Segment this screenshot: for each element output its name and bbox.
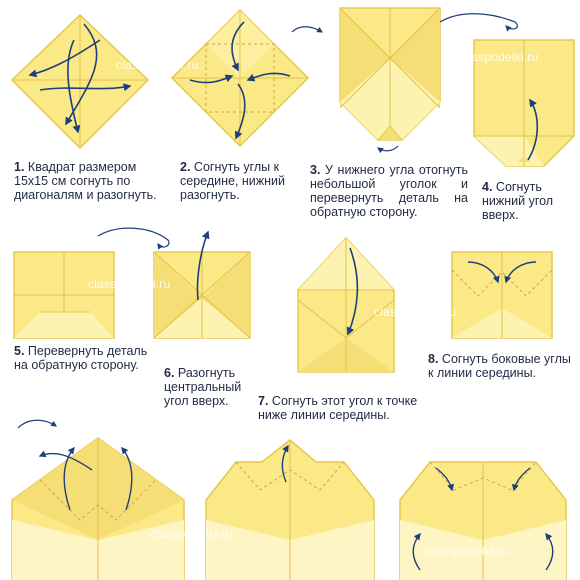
watermark: classpodelki.ru xyxy=(426,544,509,558)
step-2-caption xyxy=(180,160,292,202)
step-4-caption xyxy=(482,180,572,222)
flip-arrow-2 xyxy=(440,14,517,29)
step-5-caption xyxy=(14,344,164,372)
step-1-text: Квадрат размером 15x15 см согнуть по диагоналям и разогнуть. xyxy=(14,160,157,202)
step-5-text: Перевернуть деталь на обратную сторону. xyxy=(14,344,148,372)
step-6-caption xyxy=(164,366,256,408)
step-5-figure xyxy=(14,252,114,338)
step-6-text: Разогнуть центральный угол вверх. xyxy=(164,366,242,408)
step-10-figure xyxy=(206,440,374,580)
watermark: classpodelki.ru xyxy=(88,277,171,291)
step-3-text: У нижнего угла отогнуть небольшой уголок и перевернуть деталь на обратную сторону. xyxy=(310,163,468,219)
watermark: classpodelki.ru xyxy=(456,50,539,64)
step-1-number: 1. xyxy=(14,160,25,174)
step-7-text: Согнуть этот угол к точке ниже линии середины. xyxy=(258,394,418,422)
step-5-number: 5. xyxy=(14,344,25,358)
step-3-figure xyxy=(340,8,440,151)
watermark: classpodelki.ru xyxy=(374,305,457,319)
step-4-number: 4. xyxy=(482,180,493,194)
step-8-number: 8. xyxy=(428,352,439,366)
step-11-figure xyxy=(400,462,566,580)
step-8-text: Согнуть боковые углы к линии середины. xyxy=(428,352,571,380)
step-2-number: 2. xyxy=(180,160,191,174)
step-8-figure xyxy=(452,252,552,338)
step-9-figure xyxy=(12,438,184,580)
watermark: classpodelki.ru xyxy=(150,527,233,541)
step-3-caption xyxy=(310,163,468,219)
step-2-text: Согнуть углы к середине, нижний разогнуть. xyxy=(180,160,286,202)
step-8-caption xyxy=(428,352,576,380)
step-7-caption xyxy=(258,394,428,422)
step-7-number: 7. xyxy=(258,394,269,408)
row-arrow xyxy=(18,420,56,428)
step-1-caption xyxy=(14,160,164,202)
flip-arrow-1 xyxy=(292,27,322,32)
step-3-number: 3. xyxy=(310,163,321,177)
step-2-figure xyxy=(172,10,308,146)
step-6-number: 6. xyxy=(164,366,175,380)
flip-arrow-3 xyxy=(98,228,169,247)
step-4-text: Согнуть нижний угол вверх. xyxy=(482,180,554,222)
step-1-figure xyxy=(12,15,148,148)
watermark: classpodelki.ru xyxy=(116,58,199,72)
